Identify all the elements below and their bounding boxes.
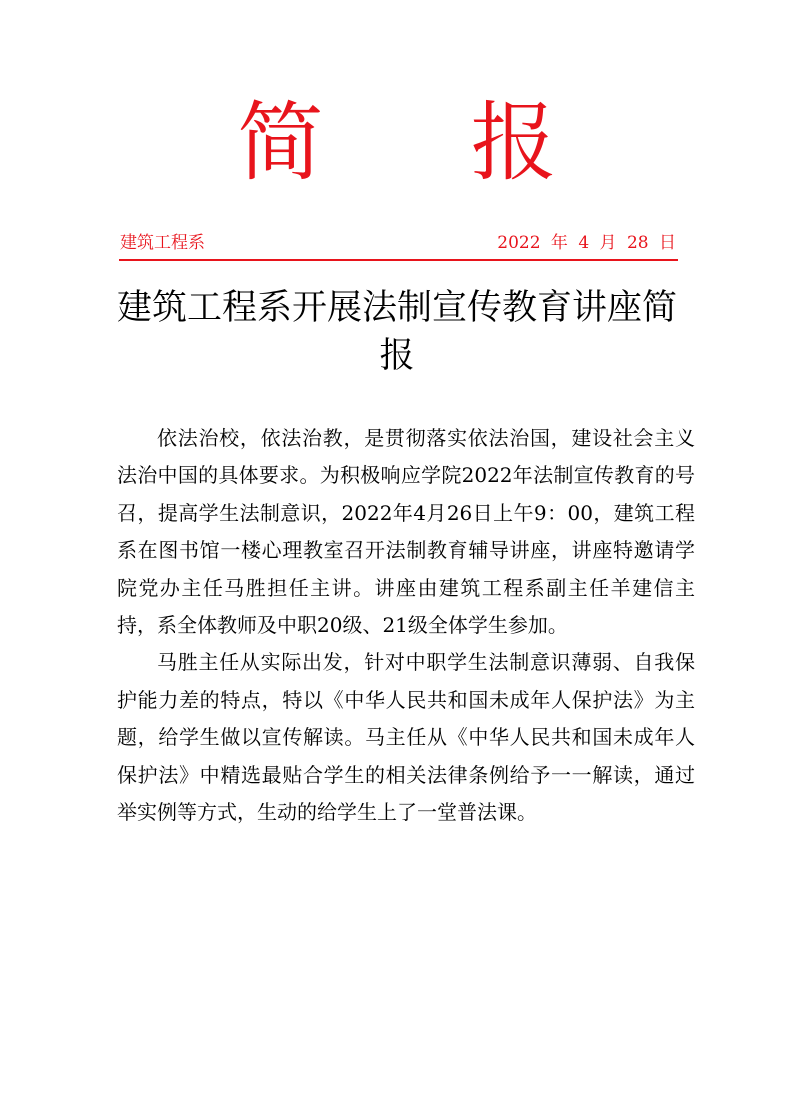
masthead-title: 简 报 — [237, 93, 617, 193]
paragraph: 马胜主任从实际出发，针对中职学生法制意识薄弱、自我保护能力差的特点，特以《中华人民共和国未成年人保护法》为主题，给学生做以宣传解读。马主任从《中华人民共和国未成年人保护法》中精选最贴合学生的相关法律条例给予一一解读，通过举实例等方式，生动的给学生上了一堂普法课。 — [117, 650, 695, 825]
issue-date: 2022 年 4 月 28 日 — [497, 233, 676, 253]
red-divider — [119, 259, 678, 261]
article-title: 建筑工程系开展法制宣传教育讲座简报 — [116, 288, 677, 376]
paragraph: 依法治校，依法治教，是贯彻落实依法治国，建设社会主义法治中国的具体要求。为积极响应学院2022年法制宣传教育的号召，提高学生法制意识，2022年4月26日上午9：00，建筑工程系在图书馆一楼心理教室召开法制教育辅导讲座，讲座特邀请学院党办主任马胜担任主讲。讲座由建筑工程系副主任羊建信主持，系全体教师及中职20级、21级全体学生参加。 — [117, 426, 695, 638]
meta-row — [120, 230, 676, 256]
article-body — [117, 420, 695, 831]
department-name: 建筑工程系 — [120, 233, 205, 253]
